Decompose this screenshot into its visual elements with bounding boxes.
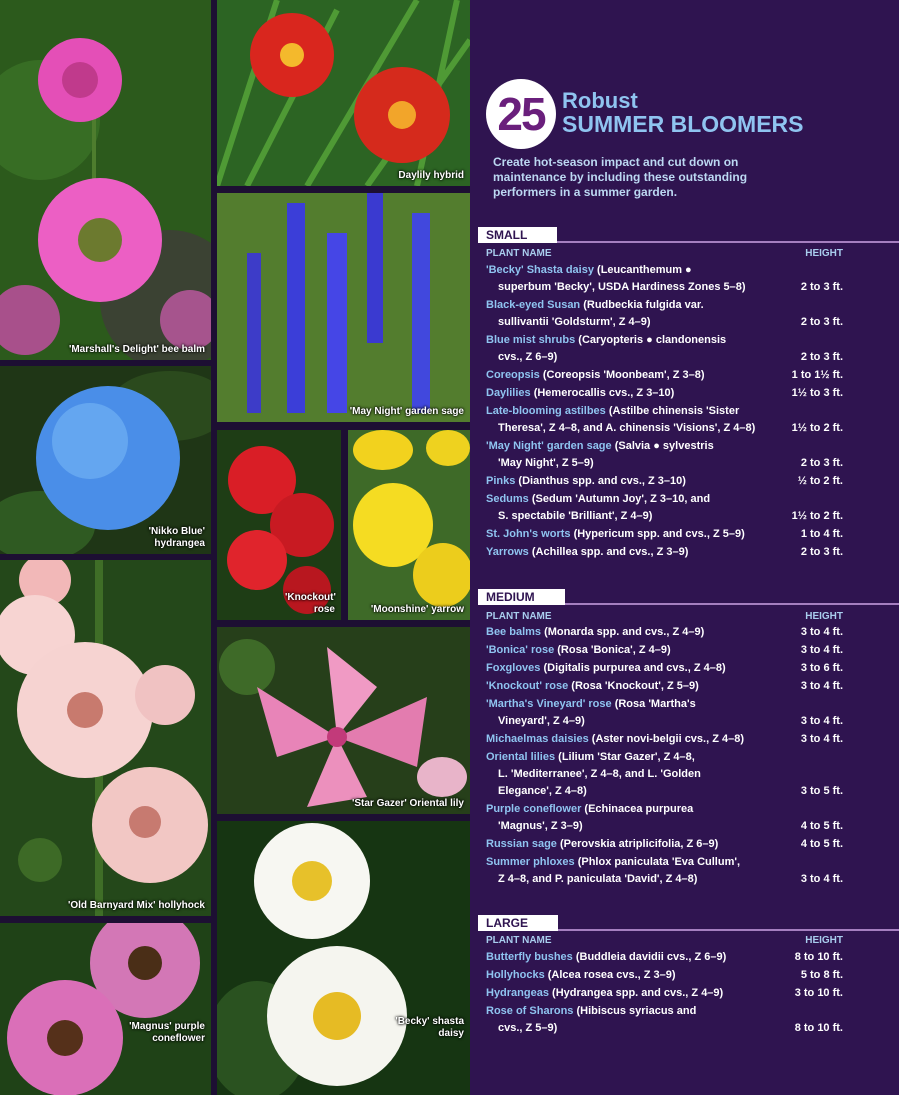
table-row	[486, 801, 843, 835]
photo-caption: 'Moonshine' yarrow	[370, 604, 464, 615]
photo-bee-balm	[0, 0, 211, 360]
photo-hollyhock	[0, 560, 211, 916]
column-header-name: PLANT NAME	[486, 935, 552, 946]
plant-detail: (Alcea rosea cvs., Z 3–9)	[544, 969, 676, 981]
row-line1	[486, 836, 843, 853]
photo-caption: 'Becky' shasta daisy	[395, 1016, 464, 1039]
plant-name: 'May Night' garden sage	[486, 440, 612, 452]
column-header-name: PLANT NAME	[486, 611, 552, 622]
photo-moonshine-yarrow	[348, 430, 470, 620]
row-line2: L. 'Mediterranee', Z 4–8, and L. 'Golden	[498, 768, 701, 780]
plant-detail: (Achillea spp. and cvs., Z 3–9)	[528, 546, 689, 558]
table-row	[486, 854, 843, 888]
plant-detail: (Salvia ● sylvestris	[611, 440, 714, 452]
plant-name: Hollyhocks	[486, 969, 545, 981]
row-line1	[486, 801, 843, 818]
plant-detail: (Lilium 'Star Gazer', Z 4–8,	[555, 751, 695, 763]
plant-detail: (Rosa 'Martha's	[611, 698, 696, 710]
plant-detail: (Rosa 'Knockout', Z 5–9)	[568, 680, 699, 692]
plant-height: 4 to 5 ft.	[800, 820, 843, 832]
page-title-line2: SUMMER BLOOMERS	[562, 111, 804, 137]
table-row	[486, 678, 843, 695]
plant-name: Rose of Sharons	[486, 1005, 574, 1017]
plant-name: Foxgloves	[486, 662, 541, 674]
photo-knockout-rose	[217, 430, 341, 620]
plant-height: 8 to 10 ft.	[794, 1022, 843, 1034]
table-row	[486, 985, 843, 1002]
plant-name: Oriental lilies	[486, 751, 556, 763]
plant-height: 3 to 6 ft.	[800, 662, 843, 674]
row-line1	[486, 624, 843, 641]
row-line2: cvs., Z 6–9)	[498, 351, 558, 363]
plant-detail: (Caryopteris ● clandonensis	[575, 334, 727, 346]
section-label-medium: MEDIUM	[478, 589, 565, 605]
row-line2: superbum 'Becky', USDA Hardiness Zones 5–8)	[498, 281, 746, 293]
column-header-row	[486, 248, 843, 259]
row-line1	[486, 262, 843, 279]
plant-height: 2 to 3 ft.	[800, 316, 843, 328]
photo-caption: 'May Night' garden sage	[349, 406, 464, 417]
column-header-height: HEIGHT	[805, 248, 843, 259]
plant-detail: (Rudbeckia fulgida var.	[580, 299, 704, 311]
row-line2: S. spectabile 'Brilliant', Z 4–9)	[498, 510, 653, 522]
plant-detail: (Coreopsis 'Moonbeam', Z 3–8)	[539, 369, 705, 381]
table-row	[486, 642, 843, 659]
row-line2: Vineyard', Z 4–9)	[498, 715, 585, 727]
plant-height: 2 to 3 ft.	[800, 351, 843, 363]
plant-height: 2 to 3 ft.	[800, 281, 843, 293]
table-row	[486, 385, 843, 402]
plant-name: Coreopsis	[486, 369, 540, 381]
photo-caption: 'Nikko Blue' hydrangea	[148, 526, 205, 549]
column-header-name: PLANT NAME	[486, 248, 552, 259]
plant-name: Michaelmas daisies	[486, 733, 589, 745]
plant-height: 1½ to 3 ft.	[791, 387, 843, 399]
row-line1	[486, 731, 843, 748]
plant-detail: (Hibiscus syriacus and	[573, 1005, 697, 1017]
plant-name: Pinks	[486, 475, 516, 487]
plant-detail: (Sedum 'Autumn Joy', Z 3–10, and	[528, 493, 711, 505]
row-line1	[486, 985, 843, 1002]
row-line2: 'May Night', Z 5–9)	[498, 457, 594, 469]
table-row	[486, 526, 843, 543]
row-line1	[486, 438, 843, 455]
plant-detail: (Hydrangea spp. and cvs., Z 4–9)	[548, 987, 724, 999]
row-line1	[486, 544, 843, 561]
row-line1	[486, 403, 843, 420]
table-row	[486, 367, 843, 384]
table-row	[486, 473, 843, 490]
row-line2: cvs., Z 5–9)	[498, 1022, 558, 1034]
plant-detail: (Phlox paniculata 'Eva Cullum',	[574, 856, 741, 868]
plant-detail: (Rosa 'Bonica', Z 4–9)	[554, 644, 671, 656]
section-label-small: SMALL	[478, 227, 557, 243]
plant-height: 1½ to 2 ft.	[791, 422, 843, 434]
table-row	[486, 624, 843, 641]
plant-detail: (Hypericum spp. and cvs., Z 5–9)	[570, 528, 745, 540]
number-badge: 25	[486, 79, 556, 149]
photo-caption: 'Knockout' rose	[285, 592, 336, 615]
table-row	[486, 544, 843, 561]
intro-text: Create hot-season impact and cut down on maintenance by including these outstanding performers in a summer garden.	[493, 155, 748, 199]
plant-name: St. John's worts	[486, 528, 571, 540]
row-line1	[486, 385, 843, 402]
plant-height: 3 to 5 ft.	[800, 785, 843, 797]
plant-name: 'Martha's Vineyard' rose	[486, 698, 612, 710]
plant-name: 'Becky' Shasta daisy	[486, 264, 594, 276]
plant-height: 3 to 10 ft.	[794, 987, 843, 999]
photo-star-gazer-lily	[217, 627, 470, 814]
row-line2: sullivantii 'Goldsturm', Z 4–9)	[498, 316, 651, 328]
table-row	[486, 297, 843, 331]
plant-height: ½ to 2 ft.	[797, 475, 843, 487]
photo-caption: 'Marshall's Delight' bee balm	[68, 344, 205, 355]
plant-name: 'Knockout' rose	[486, 680, 569, 692]
table-row	[486, 731, 843, 748]
plant-height: 4 to 5 ft.	[800, 838, 843, 850]
plant-name: Butterfly bushes	[486, 951, 573, 963]
photo-caption: 'Magnus' purple coneflower	[129, 1021, 205, 1044]
row-line1	[486, 749, 843, 766]
table-row	[486, 749, 843, 800]
table-row	[486, 696, 843, 730]
plant-height: 3 to 4 ft.	[800, 715, 843, 727]
row-line1	[486, 491, 843, 508]
plant-detail: (Buddleia davidii cvs., Z 6–9)	[572, 951, 727, 963]
plant-name: Late-blooming astilbes	[486, 405, 606, 417]
table-row	[486, 332, 843, 366]
plant-height: 5 to 8 ft.	[800, 969, 843, 981]
photo-shasta-daisy	[217, 821, 470, 1095]
plant-detail: (Perovskia atriplicifolia, Z 6–9)	[556, 838, 719, 850]
column-header-row	[486, 611, 843, 622]
row-line1	[486, 297, 843, 314]
plant-name: Sedums	[486, 493, 529, 505]
plant-height: 3 to 4 ft.	[800, 733, 843, 745]
row-line1	[486, 332, 843, 349]
photo-coneflower	[0, 923, 211, 1095]
plant-detail: (Digitalis purpurea and cvs., Z 4–8)	[540, 662, 726, 674]
column-header-row	[486, 935, 843, 946]
plant-height: 1 to 1½ ft.	[791, 369, 843, 381]
plant-name: Hydrangeas	[486, 987, 549, 999]
plant-detail: (Aster novi-belgii cvs., Z 4–8)	[588, 733, 745, 745]
plant-height: 3 to 4 ft.	[800, 626, 843, 638]
table-row	[486, 491, 843, 525]
plant-detail: (Dianthus spp. and cvs., Z 3–10)	[515, 475, 686, 487]
page-title-line1: Robust	[562, 88, 638, 113]
table-row	[486, 1003, 843, 1037]
row-line1	[486, 473, 843, 490]
row-line1	[486, 1003, 843, 1020]
row-line1	[486, 367, 843, 384]
row-line1	[486, 949, 843, 966]
table-row	[486, 949, 843, 966]
row-line1	[486, 967, 843, 984]
row-line1	[486, 678, 843, 695]
table-row	[486, 660, 843, 677]
plant-name: Purple coneflower	[486, 803, 582, 815]
row-line1	[486, 526, 843, 543]
column-header-height: HEIGHT	[805, 935, 843, 946]
photo-caption: Daylily hybrid	[398, 170, 464, 181]
photo-caption: 'Old Barnyard Mix' hollyhock	[67, 900, 205, 911]
row-line3: Elegance', Z 4–8)	[498, 785, 587, 797]
plant-detail: (Monarda spp. and cvs., Z 4–9)	[541, 626, 705, 638]
row-line2: Theresa', Z 4–8, and A. chinensis 'Visions', Z 4–8)	[498, 422, 756, 434]
table-row	[486, 967, 843, 984]
plant-name: Yarrows	[486, 546, 529, 558]
row-line1	[486, 854, 843, 871]
table-row	[486, 438, 843, 472]
plant-height: 3 to 4 ft.	[800, 680, 843, 692]
plant-name: Blue mist shrubs	[486, 334, 576, 346]
plant-height: 1 to 4 ft.	[800, 528, 843, 540]
table-row	[486, 836, 843, 853]
plant-height: 2 to 3 ft.	[800, 457, 843, 469]
table-row	[486, 262, 843, 296]
row-line1	[486, 696, 843, 713]
plant-name: Daylilies	[486, 387, 531, 399]
plant-height: 3 to 4 ft.	[800, 644, 843, 656]
plant-height: 1½ to 2 ft.	[791, 510, 843, 522]
section-label-large: LARGE	[478, 915, 558, 931]
plant-height: 8 to 10 ft.	[794, 951, 843, 963]
plant-name: 'Bonica' rose	[486, 644, 555, 656]
row-line2: Z 4–8, and P. paniculata 'David', Z 4–8)	[498, 873, 698, 885]
plant-name: Bee balms	[486, 626, 542, 638]
photo-hydrangea	[0, 366, 211, 554]
plant-detail: (Hemerocallis cvs., Z 3–10)	[530, 387, 675, 399]
plant-detail: (Astilbe chinensis 'Sister	[605, 405, 740, 417]
photo-caption: 'Star Gazer' Oriental lily	[351, 798, 464, 809]
plant-name: Black-eyed Susan	[486, 299, 581, 311]
photo-daylily	[217, 0, 470, 186]
plant-name: Russian sage	[486, 838, 557, 850]
row-line2: 'Magnus', Z 3–9)	[498, 820, 583, 832]
plant-height: 2 to 3 ft.	[800, 546, 843, 558]
plant-height: 3 to 4 ft.	[800, 873, 843, 885]
row-line1	[486, 660, 843, 677]
column-header-height: HEIGHT	[805, 611, 843, 622]
plant-name: Summer phloxes	[486, 856, 575, 868]
photo-garden-sage	[217, 193, 470, 422]
table-row	[486, 403, 843, 437]
plant-detail: (Leucanthemum ●	[593, 264, 692, 276]
row-line1	[486, 642, 843, 659]
plant-detail: (Echinacea purpurea	[581, 803, 694, 815]
